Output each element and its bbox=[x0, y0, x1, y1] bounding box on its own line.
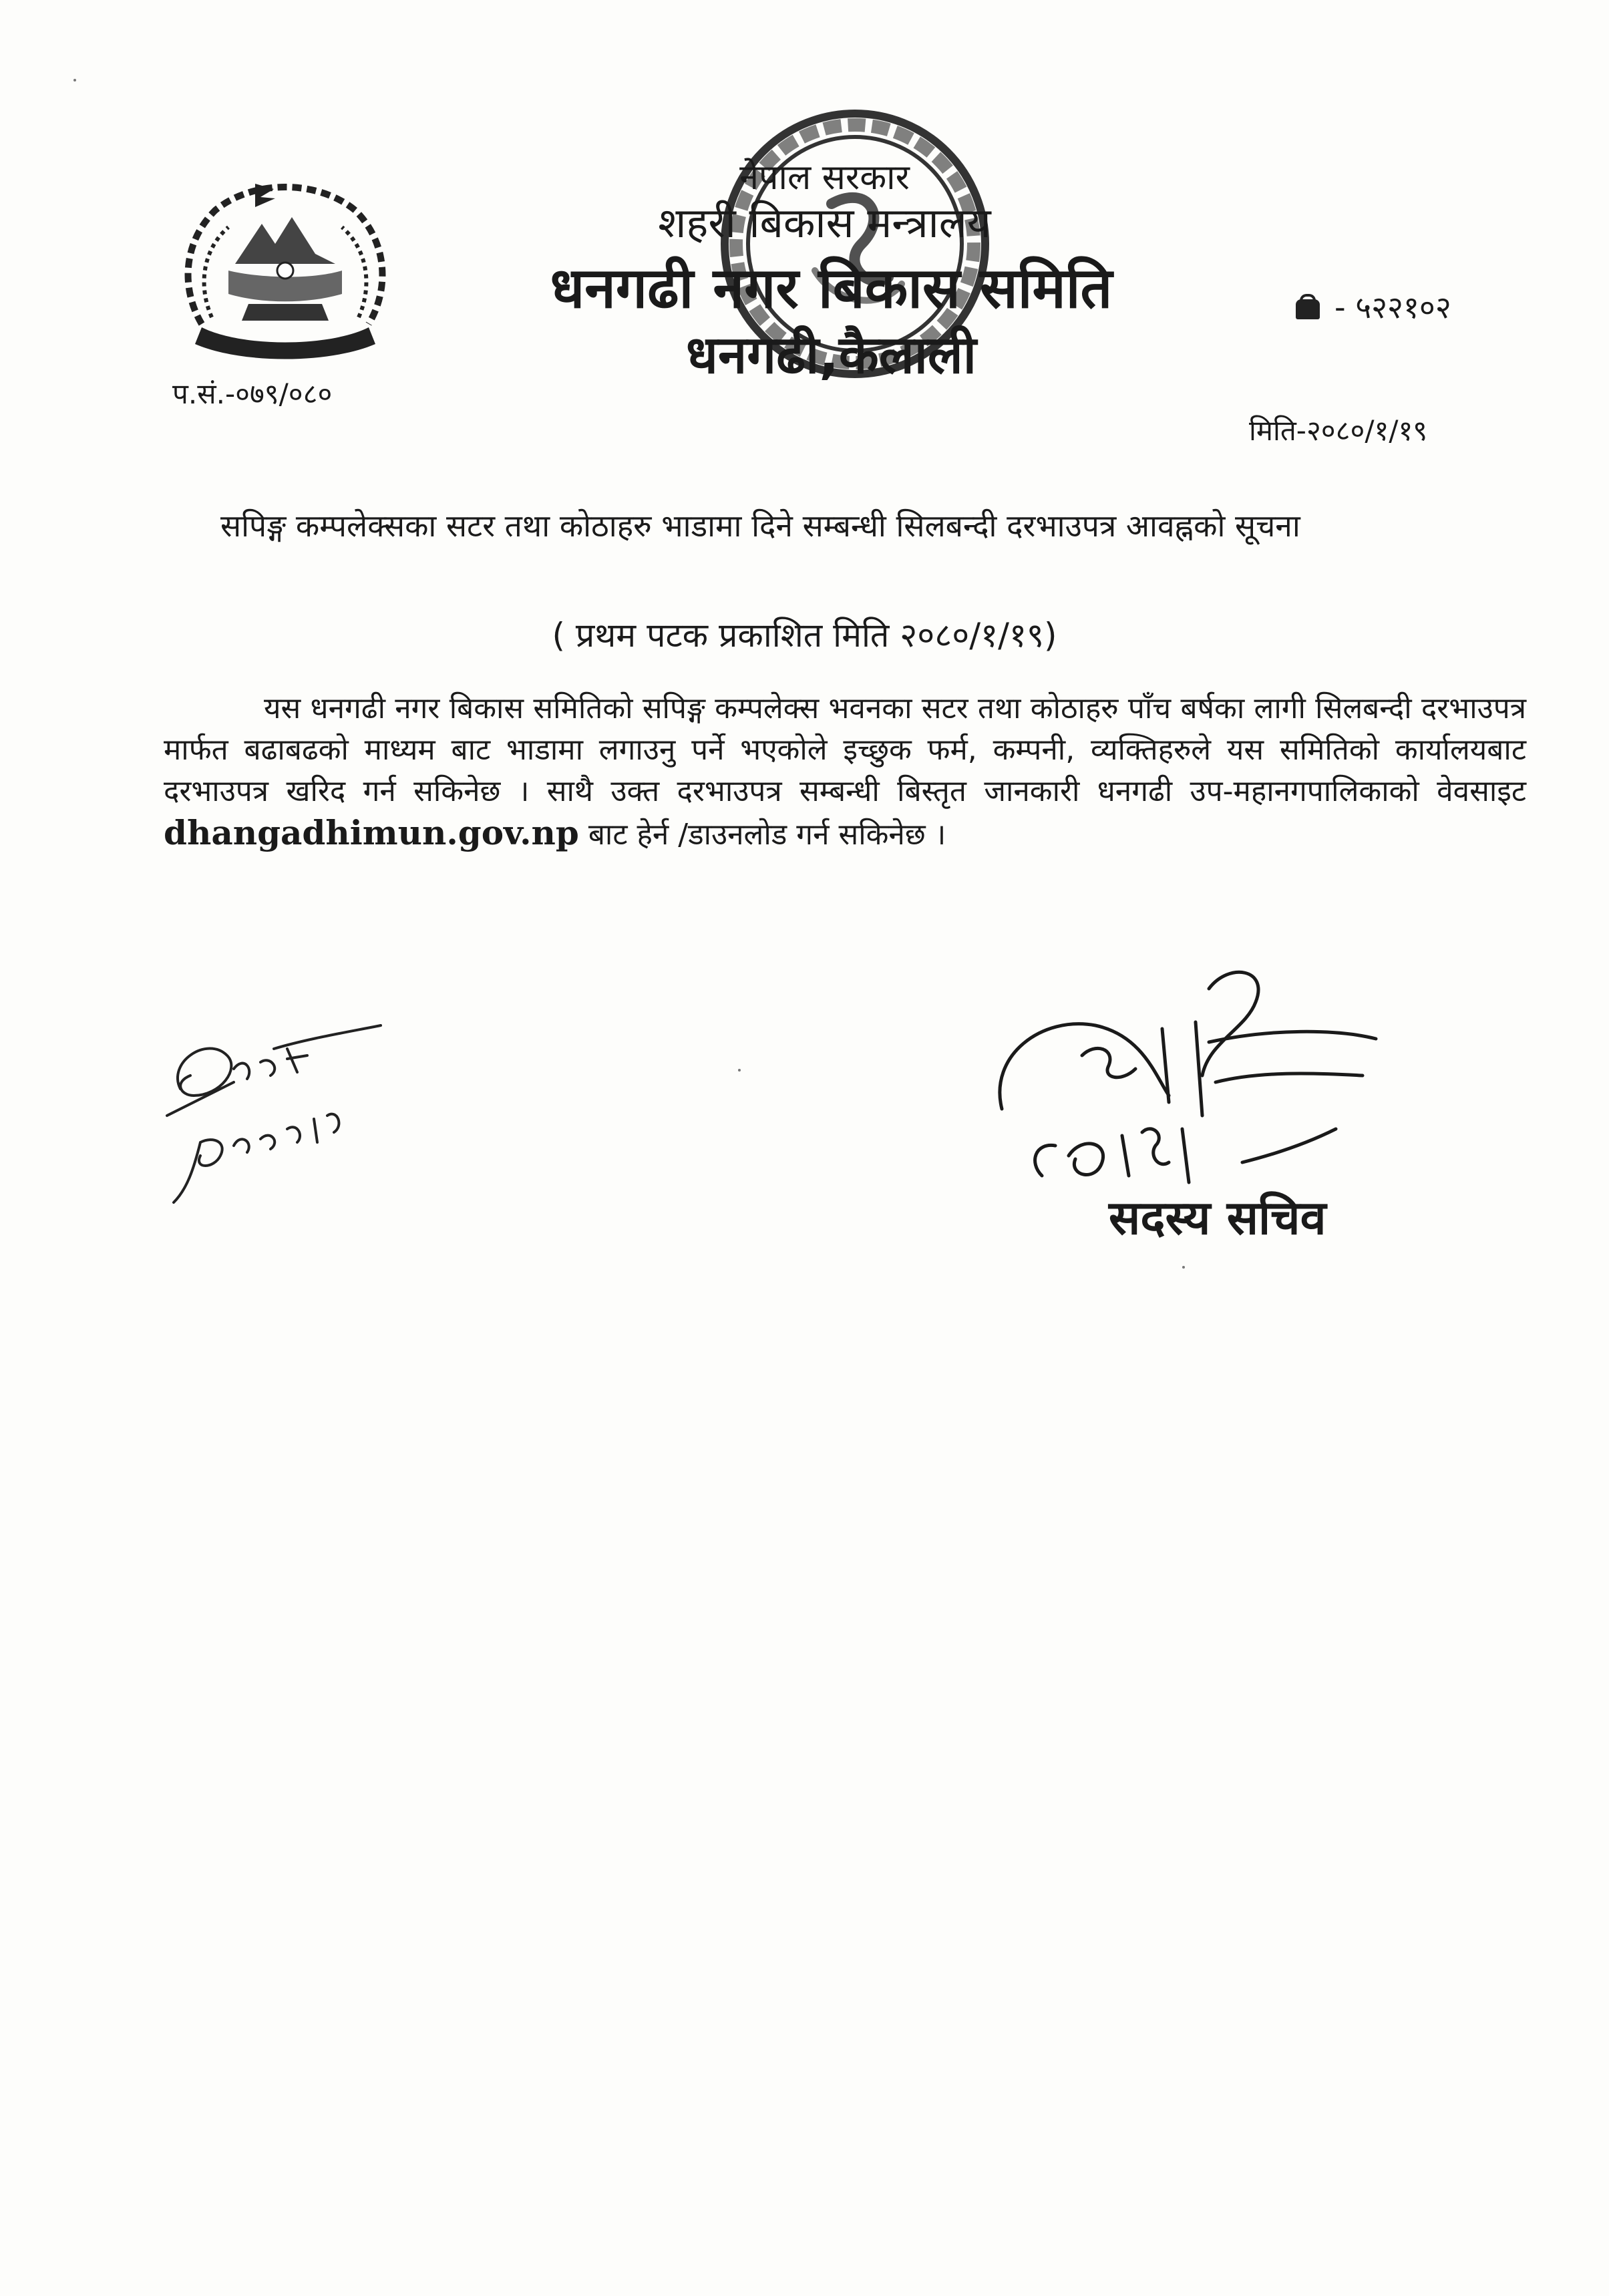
website-link[interactable]: dhangadhimun.gov.np bbox=[164, 813, 579, 852]
publication-note: ( प्रथम पटक प्रकाशित मिति २०८०/१/१९) bbox=[552, 616, 1057, 655]
handwritten-signature-left bbox=[154, 1009, 394, 1209]
notice-body-closing: बाट हेर्न /डाउनलोड गर्न सकिनेछ । bbox=[588, 818, 946, 852]
notice-date: मिति-२०८०/१/१९ bbox=[1249, 414, 1428, 447]
scan-speck bbox=[1182, 1266, 1185, 1269]
office-location: धनगढी,कैलाली bbox=[686, 325, 976, 385]
scan-speck bbox=[73, 79, 76, 81]
notice-body bbox=[164, 688, 1526, 856]
phone-number bbox=[1296, 286, 1451, 327]
scan-speck bbox=[738, 1069, 741, 1072]
notice-subject: सपिङ्ग कम्पलेक्सका सटर तथा कोठाहरु भाडामा दिने सम्बन्धी सिलबन्दी दरभाउपत्र आवह्नको सूचना bbox=[220, 508, 1300, 544]
phone-number-value: - ५२२१०२ bbox=[1334, 289, 1451, 325]
ministry-name: शहरी बिकास मन्त्रालय bbox=[658, 198, 991, 247]
handwritten-signature-right bbox=[989, 962, 1423, 1189]
office-name: धनगढी नगर बिकास समिति bbox=[550, 255, 1113, 321]
government-name: नेपाल सरकार bbox=[739, 158, 910, 198]
signatory-title: सदस्य सचिव bbox=[1109, 1190, 1326, 1245]
telephone-icon bbox=[1296, 299, 1320, 319]
reference-number: प.सं.-०७९/०८० bbox=[172, 377, 333, 410]
notice-body-text: यस धनगढी नगर बिकास समितिको सपिङ्ग कम्पलेक्स भवनका सटर तथा कोठाहरु पाँच बर्षका लागी सिलबन्दी दरभाउपत्र मार्फत बढाबढको माध्यम बाट भाडामा लगाउनु पर्ने भएकोले इच्छुक फर्म, कम्पनी, व्यक्तिहरुले यस समितिको कार्यालयबाट दरभाउपत्र खरिद गर्न सकिनेछ । साथै उक्त दरभाउपत्र सम्बन्धी बिस्तृत जानकारी धनगढी उप-महानगपालिकाको वेवसाइट bbox=[164, 691, 1526, 808]
